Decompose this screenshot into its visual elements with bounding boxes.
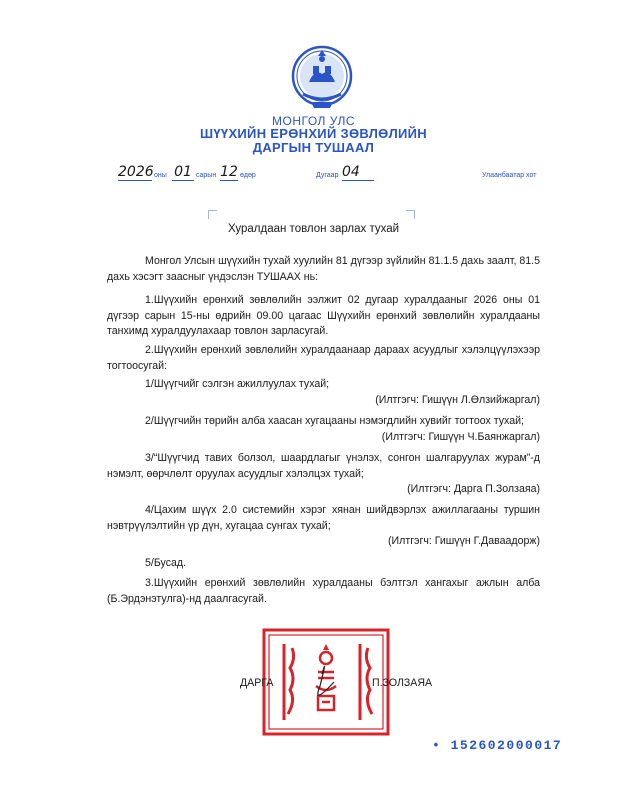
official-seal (262, 628, 390, 736)
number-value: 04 (342, 164, 374, 181)
agenda-item: 1/Шүүгчийг сэлгэн ажиллуулах тухай; (145, 378, 330, 390)
city-label: Улаанбаатар хот (482, 172, 537, 179)
state-emblem-icon (289, 42, 355, 114)
date-line (118, 164, 618, 184)
agenda-presenter: (Илтгэгч: Дарга П.Золзаяа) (407, 483, 540, 495)
paragraph-1: 1.Шүүхийн ерөнхий зөвлөлийн ээлжит 02 дугаар хуралдааныг 2026 оны 01 дүгээр сарын 15-ны өдрийн 09.00 цагаас Шүүхийн ерөнхий зөвлөлийн хуралдааны танхимд хуралдуулахаар товлон зарласугай. (107, 294, 540, 337)
subject-corner-left (208, 210, 217, 219)
document-type: ДАРГЫН ТУШААЛ (252, 140, 375, 155)
agenda-item: 2/Шүүгчийн төрийн алба хаасан хугацааны нэмэгдлийн хувийг тогтоох тухай; (145, 415, 524, 427)
signer-title: ДАРГА (240, 677, 274, 689)
serial-number: • 152602000017 (432, 738, 563, 753)
year-label: оны (154, 172, 167, 179)
agenda-item: 4/Цахим шүүх 2.0 системийн хэрэг хянан шийдвэрлэх ажиллагааны туршин нэвтрүүлэлтийн үр дүн, хугацаа сунгах тухай; (107, 504, 540, 532)
agenda-item: 5/Бусад. (145, 557, 187, 569)
year-value: 2026 (118, 164, 154, 180)
paragraph-2: 2.Шүүхийн ерөнхий зөвлөлийн хуралдаанаар дараах асуудлыг хэлэлцүүлэхээр тогтоосугай: (107, 344, 540, 372)
signer-name: П.ЗОЛЗАЯА (372, 677, 433, 689)
day-label: өдөр (240, 172, 256, 179)
agenda-presenter: (Илтгэгч: Гишүүн Ч.Баянжаргал) (381, 431, 540, 443)
agenda-presenter: (Илтгэгч: Гишүүн Г.Даваадорж) (388, 535, 540, 547)
intro-paragraph: Монгол Улсын шүүхийн тухай хуулийн 81 дүгээр зүйлийн 81.1.5 дахь заалт, 81.5 дахь хэсэгт заасныг үндэслэн ТУШААХ нь: (107, 255, 540, 283)
subject-corner-right (406, 210, 415, 219)
country-name: МОНГОЛ УЛС (272, 114, 355, 128)
month-value: 01 (172, 164, 194, 181)
month-label: сарын (196, 172, 217, 179)
number-label: Дугаар (316, 172, 339, 179)
document-subject: Хуралдаан товлон зарлах тухай (227, 223, 400, 235)
day-value: 12 (220, 164, 238, 180)
organization-name: ШҮҮХИЙН ЕРӨНХИЙ ЗӨВЛӨЛИЙН (200, 126, 427, 141)
paragraph-3: 3.Шүүхийн ерөнхий зөвлөлийн хуралдааны бэлтгэл хангахыг ажлын алба (Б.Эрдэнэтулга)-нд даалгасугай. (107, 577, 540, 605)
agenda-presenter: (Илтгэгч: Гишүүн Л.Өлзийжаргал) (375, 394, 540, 406)
agenda-item: 3/“Шүүгчид тавих болзол, шаардлагыг үнэлэх, сонгон шалгаруулах журам”-д нэмэлт, өөрчлөлт оруулах асуудлыг хэлэлцэх тухай; (107, 452, 540, 480)
